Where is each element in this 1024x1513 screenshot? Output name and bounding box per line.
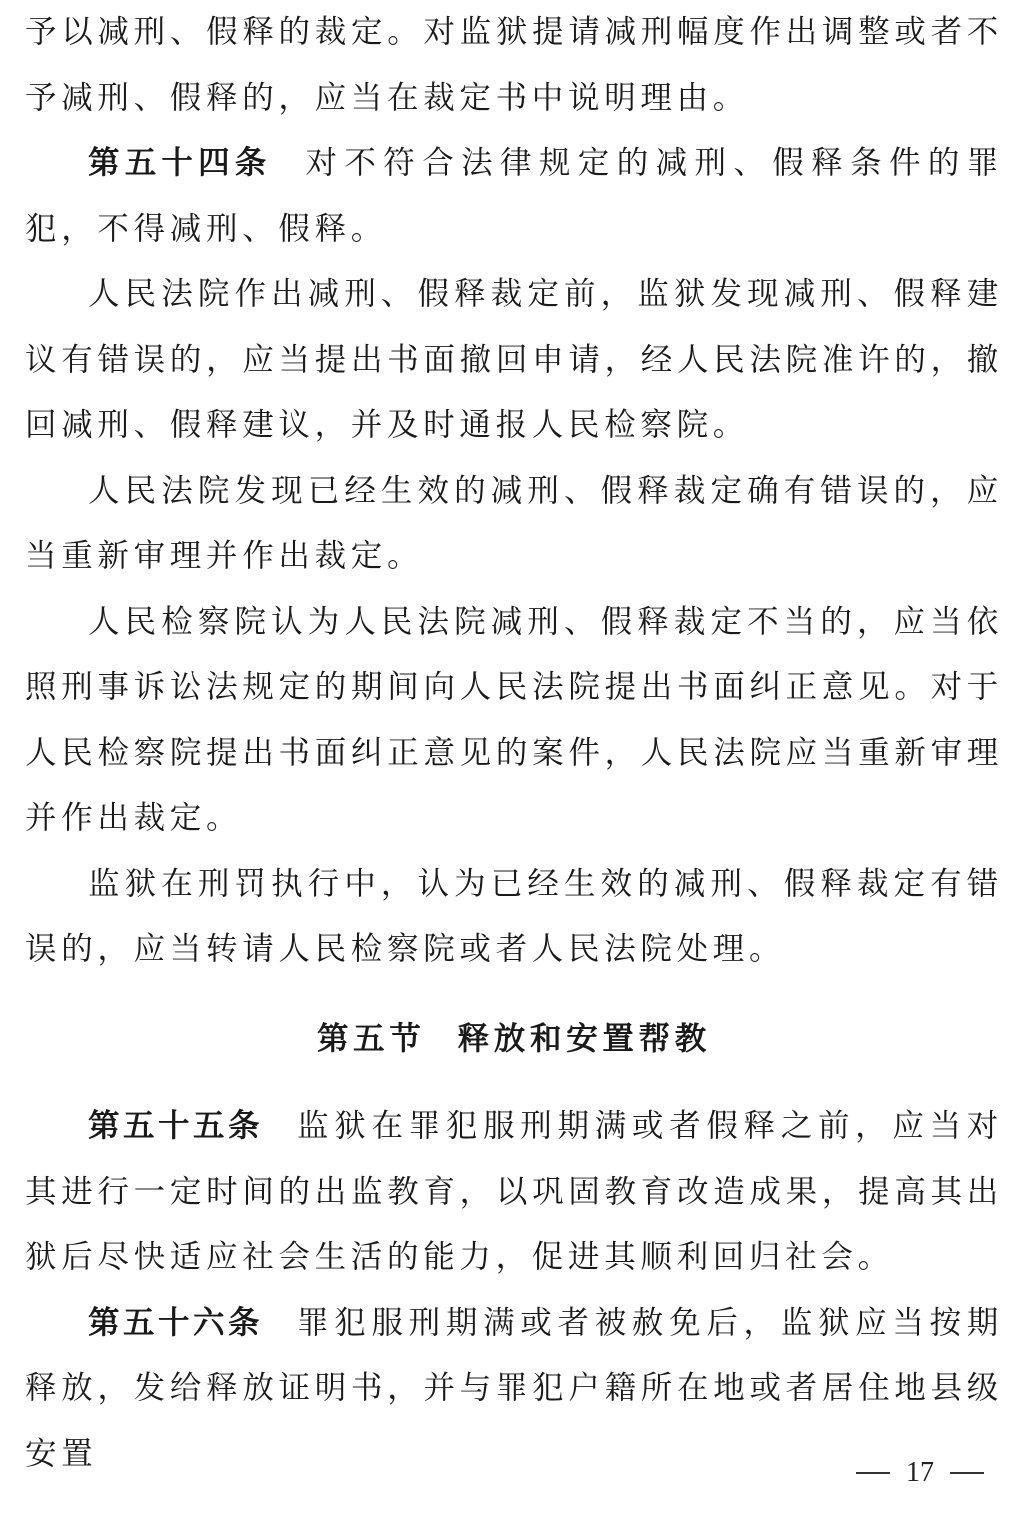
paragraph [25, 590, 1003, 852]
paragraph-text: 予以减刑、假释的裁定。对监狱提请减刑幅度作出调整或者不予减刑、假释的，应当在裁定书中说明理由。 [25, 14, 1003, 116]
page-number: 17 [906, 1457, 934, 1488]
body-text [25, 0, 1003, 1487]
paragraph-text: 人民法院作出减刑、假释裁定前，监狱发现减刑、假释建议有错误的，应当提出书面撤回申请，经人民法院准许的，撤回减刑、假释建议，并及时通报人民检察院。 [25, 276, 1003, 443]
section-title: 释放和安置帮教 [457, 1019, 711, 1057]
paragraph [25, 262, 1003, 459]
article-text: 监狱在罪犯服刑期满或者假释之前，应当对其进行一定时间的出监教育，以巩固教育改造成果，提高其出狱后尽快适应社会生活的能力，促进其顺利回归社会。 [25, 1108, 1003, 1275]
paragraph [25, 852, 1003, 983]
page-number-footer [840, 1453, 1000, 1493]
article-number: 第五十六条 [88, 1304, 264, 1341]
paragraph-text: 人民检察院认为人民法院减刑、假释裁定不当的，应当依照刑事诉讼法规定的期间向人民法院提出书面纠正意见。对于人民检察院提出书面纠正意见的案件，人民法院应当重新审理并作出裁定。 [25, 603, 1003, 836]
paragraph-text: 监狱在刑罚执行中，认为已经生效的减刑、假释裁定有错误的，应当转请人民检察院或者人民法院处理。 [25, 865, 1003, 967]
paragraph [25, 459, 1003, 590]
paragraph-continued [25, 0, 1003, 131]
article-54 [25, 131, 1003, 262]
article-number: 第五十四条 [88, 145, 272, 181]
dash-left [856, 1472, 890, 1474]
paragraph-text: 人民法院发现已经生效的减刑、假释裁定确有错误的，应当重新审理并作出裁定。 [25, 472, 1003, 574]
dash-right [950, 1472, 984, 1474]
article-text: 罪犯服刑期满或者被赦免后，监狱应当按期释放，发给释放证明书，并与罪犯户籍所在地或者居住地县级安置 [25, 1304, 1003, 1472]
article-55 [25, 1094, 1003, 1291]
article-text: 对不符合法律规定的减刑、假释条件的罪犯，不得减刑、假释。 [25, 145, 1003, 247]
section-number: 第五节 [316, 1019, 426, 1057]
article-number: 第五十五条 [88, 1108, 264, 1144]
section-heading [25, 983, 1003, 1095]
